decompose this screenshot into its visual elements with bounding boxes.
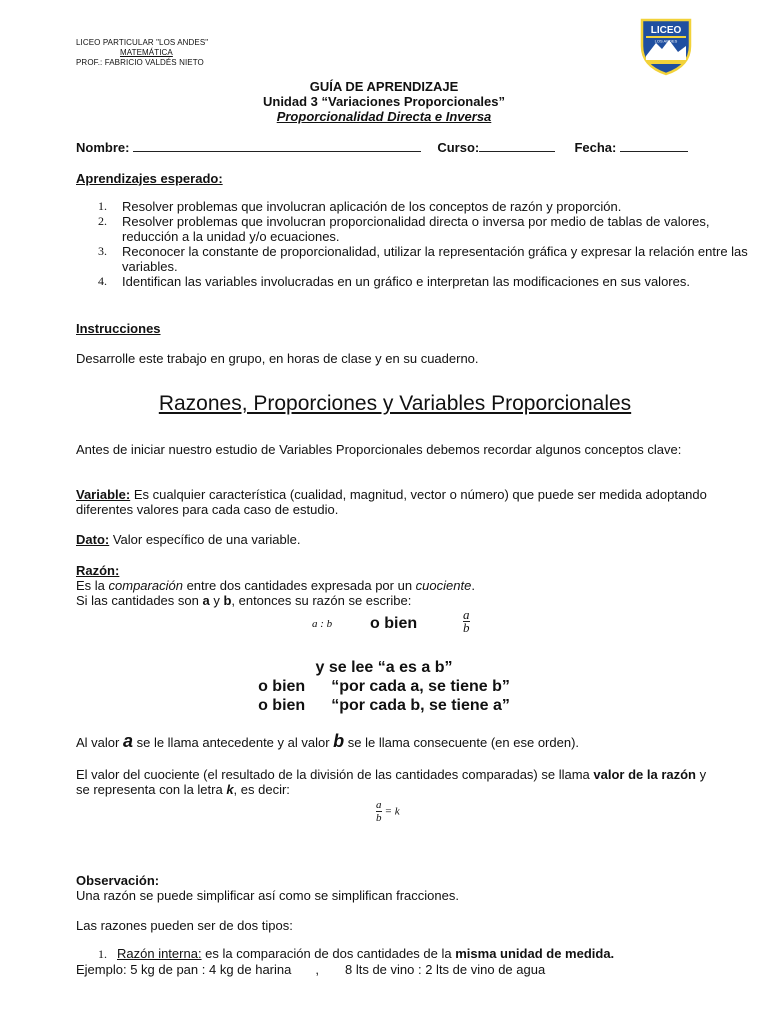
instructions-heading: Instrucciones	[76, 321, 161, 336]
dato-definition	[76, 532, 716, 547]
section-title: Razones, Proporciones y Variables Proporcionales	[158, 392, 632, 415]
learning-item-text: Resolver problemas que involucran aplicación de los conceptos de razón y proporción.	[122, 199, 622, 214]
instructions-text: Desarrolle este trabajo en grupo, en horas de clase y en su cuaderno.	[76, 351, 479, 366]
antecedent-part: se le llama consecuente (en ese orden).	[344, 735, 580, 750]
type-item	[76, 946, 736, 962]
title-line-2: Unidad 3 “Variaciones Proporcionales”	[262, 94, 506, 109]
value-part: k	[226, 782, 234, 797]
antecedent-text	[76, 731, 716, 751]
razon-line-1	[76, 578, 716, 593]
type-label: Razón interna:	[117, 946, 202, 961]
value-part: y se representa con la letra	[76, 767, 707, 797]
type-example	[76, 962, 736, 978]
dato-text: Valor específico de una variable.	[109, 532, 301, 547]
type-text: misma unidad de medida.	[455, 946, 615, 961]
antecedent-part: Al valor	[76, 735, 123, 750]
reading-line-3	[0, 696, 768, 715]
learning-item	[98, 214, 762, 244]
learning-item-text: Resolver problemas que involucran proporcionalidad directa o inversa por medio de tablas de valores, reducción a la unidad y/o ecuaciones.	[122, 214, 710, 244]
fraction-numerator: a	[463, 607, 470, 622]
date-blank[interactable]	[620, 140, 688, 152]
learning-item	[98, 199, 762, 214]
school-logo	[636, 16, 696, 76]
learning-item-text: Reconocer la constante de proporcionalidad, utilizar la representación gráfica y expresar la relación entre las variables.	[122, 244, 748, 274]
razon-text: , entonces su razón se escribe:	[231, 593, 412, 608]
title-line-1: GUÍA DE APRENDIZAJE	[309, 79, 459, 94]
fraction-numerator: a	[376, 799, 382, 811]
value-formula	[376, 799, 400, 824]
value-part: valor de la razón	[593, 767, 696, 782]
consequent-symbol: b	[333, 731, 345, 751]
antecedent-part: se le llama antecedente y al valor	[132, 735, 334, 750]
school-name: LICEO PARTICULAR "LOS ANDES"	[76, 38, 209, 47]
reading-quote: “por cada b, se tiene a”	[331, 697, 510, 714]
razon-line-2	[76, 593, 716, 608]
learning-item-number: 2.	[98, 214, 107, 228]
antecedent-symbol: a	[122, 731, 133, 751]
razon-label: Razón:	[76, 563, 120, 578]
learning-item-number: 4.	[98, 274, 107, 288]
learning-heading: Aprendizajes esperado:	[76, 171, 223, 186]
school-header	[76, 38, 208, 68]
ratio-fraction	[463, 609, 470, 634]
name-label: Nombre:	[76, 140, 130, 155]
subject-name: MATEMÁTICA	[120, 48, 173, 57]
logo-subtext: LOS ANDES	[654, 38, 678, 44]
observation-text: Una razón se puede simplificar así como se simplifican fracciones.	[76, 888, 459, 903]
example-text: Ejemplo: 5 kg de pan : 4 kg de harina	[76, 962, 292, 977]
guide-title	[0, 79, 768, 124]
learning-item	[98, 274, 762, 289]
fraction-denominator: b	[463, 620, 470, 635]
type-text: es la comparación de dos cantidades de la	[201, 946, 456, 961]
teacher-name: PROF.: FABRICIO VALDÉS NIETO	[76, 58, 204, 67]
razon-text: entre dos cantidades expresada por un	[182, 578, 416, 593]
logo-text: LICEO	[650, 25, 682, 36]
learning-item-number: 3.	[98, 244, 107, 258]
equals-k: = k	[384, 805, 400, 818]
razon-text: y	[209, 593, 224, 608]
razon-text: Si las cantidades son	[76, 593, 203, 608]
reading-or: o bien	[258, 678, 306, 695]
example-text: 8 lts de vino : 2 lts de vino de agua	[345, 962, 546, 977]
reading-quote: “por cada a, se tiene b”	[331, 678, 510, 695]
ratio-or: o bien	[370, 615, 418, 632]
value-part: , es decir:	[233, 782, 290, 797]
learning-item	[98, 244, 762, 274]
learning-list	[76, 199, 762, 289]
variable-label: Variable:	[76, 487, 131, 502]
razon-text: cuociente	[415, 578, 472, 593]
types-intro: Las razones pueden ser de dos tipos:	[76, 918, 293, 933]
variable-definition	[76, 487, 716, 517]
value-text	[76, 767, 716, 797]
type-number: 1.	[98, 947, 107, 961]
value-part: El valor del cuociente (el resultado de la división de las cantidades comparadas) se llama	[76, 767, 594, 782]
reading-line-2	[0, 677, 768, 696]
reading-block	[0, 658, 768, 715]
intro-text: Antes de iniciar nuestro estudio de Variables Proporcionales debemos recordar algunos conceptos clave:	[76, 442, 682, 457]
dato-label: Dato:	[76, 532, 110, 547]
types-list	[76, 946, 736, 978]
razon-text: a	[202, 593, 210, 608]
razon-text: .	[471, 578, 475, 593]
reading-line-1: y se lee “a es a b”	[315, 659, 453, 676]
razon-text: b	[223, 593, 232, 608]
student-fields	[76, 140, 688, 155]
title-line-3: Proporcionalidad Directa e Inversa	[276, 109, 492, 124]
fraction-denominator: b	[376, 812, 382, 824]
name-blank[interactable]	[133, 140, 421, 152]
observation-label: Observación:	[76, 873, 160, 888]
date-label: Fecha:	[574, 140, 617, 155]
razon-text: Es la	[76, 578, 109, 593]
ratio-colon-formula: a : b	[312, 618, 333, 630]
learning-item-number: 1.	[98, 199, 107, 213]
reading-or: o bien	[258, 697, 306, 714]
example-separator: ,	[315, 962, 319, 977]
course-blank[interactable]	[479, 140, 555, 152]
variable-text: Es cualquier característica (cualidad, magnitud, vector o número) que puede ser medida adoptando diferentes valores para cada caso de estudio.	[76, 487, 707, 517]
razon-text: comparación	[108, 578, 183, 593]
value-fraction	[376, 799, 382, 824]
learning-item-text: Identifican las variables involucradas en un gráfico e interpretan las modificaciones en sus valores.	[122, 274, 690, 289]
course-label: Curso:	[437, 140, 480, 155]
